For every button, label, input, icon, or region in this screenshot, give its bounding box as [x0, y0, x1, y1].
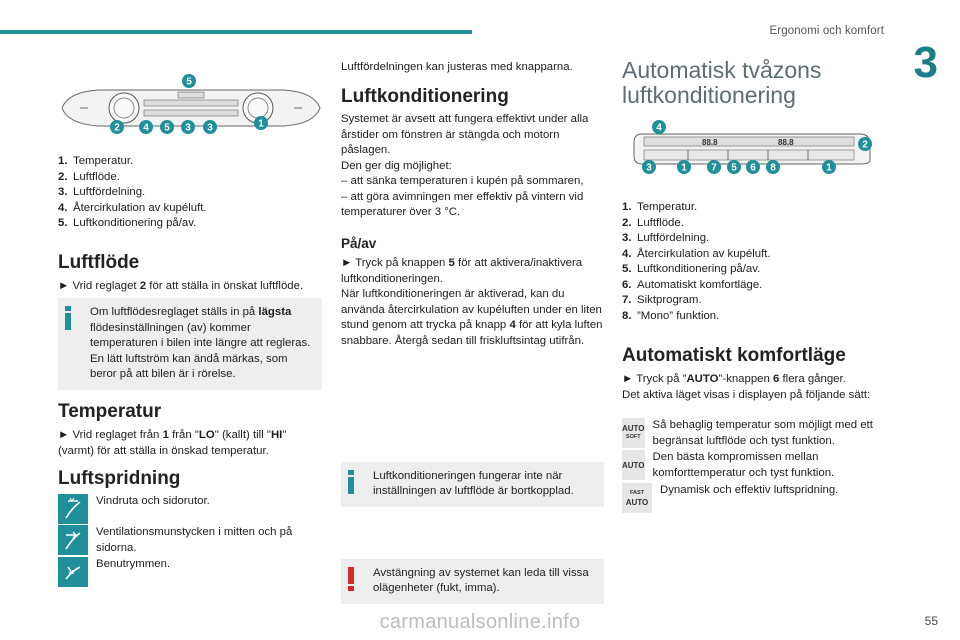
callout-text: 5	[731, 162, 737, 174]
callout-text: 3	[185, 122, 191, 134]
centre-vents-icon	[58, 525, 88, 555]
callout-6	[746, 160, 760, 179]
legend-item: 5. Luftkonditionering på/av.	[58, 217, 197, 229]
auto-icon: AUTO	[622, 450, 645, 480]
paav-body: ► Tryck på knappen 5 för att aktivera/inaktivera luftkonditioneringen. När luftkonditioneringen är aktiverad, kan du använda återcirkulation av kupéluften under en liten stund genom att trycka på knapp 4 för att kyla luften snabbare. Återgå sedan till friskluftsintag utifrån.	[341, 257, 603, 347]
windscreen-vent-icon	[58, 494, 88, 524]
legend-item: 4. Återcirkulation av kupéluft.	[622, 247, 771, 260]
callout-text: 5	[186, 76, 192, 88]
page-number: 55	[924, 614, 938, 628]
chapter-number: 3	[913, 38, 938, 87]
warning-icon	[347, 567, 355, 597]
legend-item: 2. Luftflöde.	[58, 170, 120, 183]
info-box-ac: Luftkonditioneringen fungerar inte när inställningen av luftflöde är bortkopplad.	[341, 462, 604, 507]
callout-text: 5	[164, 122, 170, 134]
luftflode-step: ► Vrid reglaget 2 för att ställa in önskat luftflöde.	[58, 280, 304, 292]
footwell-icon	[58, 557, 88, 587]
section-title-komfort: Automatiskt komfortläge	[622, 345, 846, 366]
section-title-luftkonditionering: Luftkonditionering	[341, 86, 509, 107]
warning-box: Avstängning av systemet kan leda till vissa olägenheter (fukt, imma).	[341, 559, 604, 604]
temperatur-step: ► Vrid reglaget från 1 från "LO" (kallt) till "HI" (varmt) för att ställa in önskad temperatur.	[58, 429, 287, 457]
watermark: carmanualsonline.info	[379, 611, 581, 633]
legend-list-2	[622, 200, 882, 324]
callout-text: 6	[750, 162, 756, 174]
luftspridning-list	[58, 494, 324, 588]
callout-5	[727, 160, 741, 179]
display-text: 88.8	[778, 138, 794, 147]
callout-8	[766, 160, 780, 179]
climate-panel-figure-1	[58, 74, 324, 136]
list-item: Ventilationsmunstycken i mitten och på sidorna.	[58, 525, 324, 557]
fast-auto-icon: FAST AUTO	[622, 483, 652, 513]
legend-item: 6. Automatiskt komfortläge.	[622, 278, 763, 291]
callout-text: 1	[826, 162, 832, 174]
callout-1	[254, 116, 268, 135]
legend-item: 1. Temperatur.	[622, 201, 698, 213]
legend-item: 1. Temperatur.	[58, 155, 134, 167]
callout-1a	[677, 160, 691, 179]
callout-text: 2	[862, 139, 868, 151]
list-item: Benutrymmen.	[58, 557, 324, 588]
section-title-temperatur: Temperatur	[58, 401, 162, 422]
callout-3	[642, 160, 656, 179]
section-title-automatisk: Automatisk tvåzons luftkonditionering	[622, 57, 822, 108]
callout-5-top	[182, 74, 196, 93]
callout-2	[858, 137, 872, 156]
list-item: FAST AUTO Dynamisk och effektiv luftspridning.	[622, 483, 884, 515]
info-icon	[347, 470, 355, 500]
section-title-paav: På/av	[341, 236, 377, 251]
komfort-modes	[622, 418, 884, 515]
callout-1b	[822, 160, 836, 179]
display-text: 88.8	[702, 138, 718, 147]
legend-item: 7. Siktprogram.	[622, 294, 702, 306]
section-title-luftflode: Luftflöde	[58, 252, 140, 273]
callout-text: 8	[770, 162, 776, 174]
callout-text: 1	[681, 162, 687, 174]
auto-soft-icon: AUTO SOFT	[622, 418, 645, 448]
callout-4	[652, 120, 666, 139]
section-title-luftspridning: Luftspridning	[58, 468, 181, 489]
callout-text: 3	[207, 122, 213, 134]
legend-item: 4. Återcirkulation av kupéluft.	[58, 201, 207, 214]
list-item: AUTO Den bästa kompromissen mellan komforttemperatur och tyst funktion.	[622, 451, 835, 479]
luftkonditionering-body: Systemet är avsett att fungera effektivt under alla årstider om fönstren är stängda och motorn påslagen. Den ger dig möjlighet: – att sänka temperaturen i kupén på sommaren, – att göra avimningen mer effektiv på vintern vid temperaturer över 3 °C.	[341, 113, 589, 218]
legend-item: 8. ”Mono” funktion.	[622, 309, 720, 322]
info-box-luftflode: Om luftflödesreglaget ställs in på lägsta flödesinställningen (av) kommer temperaturen i bilen inte längre att regleras. En lätt luftström kan ändå märkas, som beror på att bilen är i rörelse.	[58, 298, 322, 390]
callout-text: 4	[143, 122, 149, 134]
callout-text: 7	[711, 162, 717, 174]
callout-7	[707, 160, 721, 179]
komfort-body: ► Tryck på ”AUTO”-knappen 6 flera gånger. Det aktiva läget visas i displayen på följande sätt:	[622, 373, 871, 401]
header-bar	[0, 30, 472, 34]
callout-3a	[181, 120, 195, 139]
callout-text: 3	[646, 162, 652, 174]
legend-item: 3. Luftfördelning.	[622, 232, 710, 244]
callout-text: 4	[656, 122, 662, 134]
legend-item: 3. Luftfördelning.	[58, 186, 146, 198]
list-item: Vindruta och sidorutor.	[58, 494, 324, 525]
legend-item: 5. Luftkonditionering på/av.	[622, 263, 761, 275]
section-header: Ergonomi och komfort	[769, 25, 884, 37]
intro-text: Luftfördelningen kan justeras med knapparna.	[341, 61, 573, 73]
legend-list-1	[58, 154, 324, 232]
callout-4	[139, 120, 153, 139]
callout-5	[160, 120, 174, 139]
list-item: AUTO SOFT Så behaglig temperatur som möjligt med ett begränsat luftflöde och tyst funktion.	[622, 419, 873, 447]
climate-panel-figure-2	[628, 120, 876, 176]
callout-2	[110, 120, 124, 139]
callout-text: 1	[258, 118, 264, 130]
legend-item: 2. Luftflöde.	[622, 216, 684, 229]
callout-text: 2	[114, 122, 120, 134]
info-icon	[64, 306, 72, 336]
callout-3b	[203, 120, 217, 139]
